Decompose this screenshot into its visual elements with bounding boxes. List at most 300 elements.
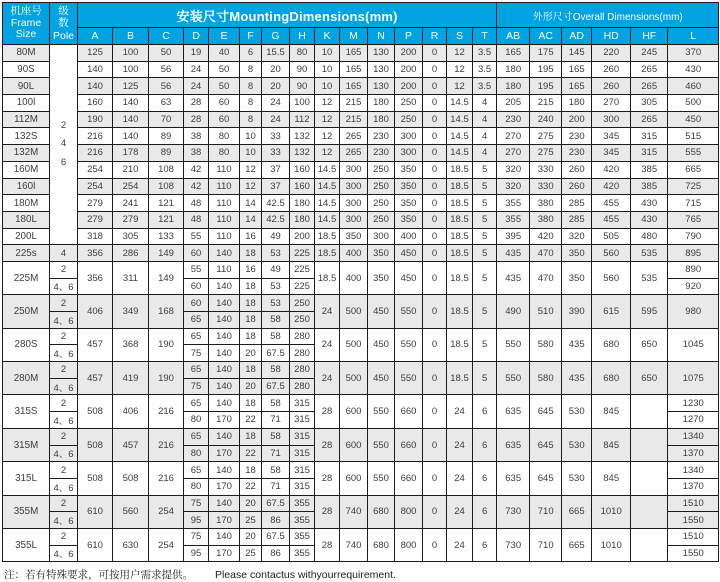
cell-M: 300 [340,178,368,195]
col-header-G: G [262,28,290,45]
cell-F: 22 [240,478,262,495]
pole-cell: 4 [50,245,78,262]
cell-H: 180 [290,211,315,228]
cell-HD: 680 [592,362,631,395]
cell-D: 65 [184,362,209,379]
cell-D: 60 [184,295,209,312]
cell-HD: 420 [592,178,631,195]
cell-M: 300 [340,211,368,228]
cell-K: 28 [315,462,340,495]
cell-T: 5 [473,161,497,178]
cell-AB: 320 [497,161,530,178]
header-group-row [3,3,719,28]
cell-HD: 615 [592,295,631,328]
cell-T: 5 [473,261,497,294]
col-header-D: D [184,28,209,45]
cell-C: 50 [149,45,184,62]
table-row [3,328,719,345]
cell-N: 450 [368,295,395,328]
col-header-F: F [240,28,262,45]
cell-R: 0 [423,145,447,162]
cell-L: 980 [668,295,719,328]
cell-AD: 665 [562,528,592,561]
cell-AB: 635 [497,462,530,495]
col-header-AB: AB [497,28,530,45]
cell-H: 280 [290,362,315,379]
frame-132S: 132S [3,128,50,145]
cell-L: 1045 [668,328,719,361]
cell-G: 42.5 [262,195,290,212]
col-header-A: A [78,28,113,45]
cell-AD: 665 [562,495,592,528]
cell-A: 216 [78,145,113,162]
cell-F: 18 [240,362,262,379]
cell-HF [631,428,668,461]
cell-B: 560 [113,495,149,528]
frame-90S: 90S [3,61,50,78]
cell-P: 200 [395,45,423,62]
cell-L: 460 [668,78,719,95]
cell-G: 58 [262,395,290,412]
cell-A: 610 [78,495,113,528]
cell-H: 315 [290,445,315,462]
cell-HF: 650 [631,362,668,395]
col-header-M: M [340,28,368,45]
cell-D: 24 [184,61,209,78]
cell-R: 0 [423,161,447,178]
cell-F: 12 [240,178,262,195]
cell-E: 110 [209,195,240,212]
cell-G: 67.5 [262,528,290,545]
cell-S: 24 [447,528,473,561]
cell-E: 110 [209,228,240,245]
cell-H: 355 [290,512,315,529]
pole-cell: 4、6 [50,412,78,429]
pole-cell: 4、6 [50,312,78,329]
col-header-P: P [395,28,423,45]
cell-S: 18.5 [447,211,473,228]
cell-C: 89 [149,128,184,145]
cell-L: 1230 [668,395,719,412]
footnote-zh: 注：若有特殊要求，可按用户需求提供。 [4,569,193,582]
cell-T: 5 [473,328,497,361]
cell-AB: 270 [497,128,530,145]
cell-AB: 730 [497,495,530,528]
cell-G: 20 [262,61,290,78]
cell-G: 71 [262,412,290,429]
cell-G: 86 [262,545,290,562]
cell-HD: 680 [592,328,631,361]
pole-cell: 4、6 [50,512,78,529]
pole-header-en: Pole [52,29,74,42]
cell-AC: 195 [530,78,562,95]
cell-H: 160 [290,161,315,178]
pole-cell: 4、6 [50,545,78,562]
cell-T: 4 [473,111,497,128]
cell-K: 18.5 [315,245,340,262]
column-letters-row [3,28,719,45]
cell-D: 48 [184,211,209,228]
cell-N: 550 [368,462,395,495]
cell-T: 5 [473,195,497,212]
cell-P: 200 [395,78,423,95]
cell-E: 110 [209,178,240,195]
cell-AC: 710 [530,528,562,561]
cell-HD: 845 [592,395,631,428]
cell-M: 500 [340,295,368,328]
cell-B: 140 [113,128,149,145]
cell-S: 24 [447,395,473,428]
cell-HF [631,495,668,528]
cell-R: 0 [423,462,447,495]
cell-P: 550 [395,328,423,361]
cell-M: 600 [340,462,368,495]
cell-L: 555 [668,145,719,162]
cell-E: 140 [209,495,240,512]
cell-AB: 435 [497,261,530,294]
cell-AC: 645 [530,395,562,428]
cell-L: 715 [668,195,719,212]
cell-M: 300 [340,161,368,178]
cell-F: 18 [240,295,262,312]
cell-H: 280 [290,378,315,395]
table-row [3,195,719,212]
cell-HD: 455 [592,211,631,228]
cell-HD: 420 [592,161,631,178]
cell-H: 90 [290,61,315,78]
cell-C: 190 [149,328,184,361]
cell-N: 250 [368,178,395,195]
cell-HD: 560 [592,245,631,262]
cell-AD: 435 [562,328,592,361]
col-header-E: E [209,28,240,45]
cell-S: 14.5 [447,145,473,162]
frame-112M: 112M [3,111,50,128]
cell-H: 315 [290,412,315,429]
cell-E: 140 [209,428,240,445]
cell-HF: 595 [631,295,668,328]
cell-D: 75 [184,495,209,512]
cell-AD: 200 [562,111,592,128]
cell-S: 14.5 [447,95,473,112]
cell-C: 108 [149,178,184,195]
cell-E: 140 [209,278,240,295]
cell-E: 110 [209,161,240,178]
table-row [3,161,719,178]
cell-B: 178 [113,145,149,162]
cell-T: 4 [473,95,497,112]
cell-K: 28 [315,428,340,461]
pole-cell: 4、6 [50,478,78,495]
table-row [3,61,719,78]
pole-cell: 4、6 [50,278,78,295]
cell-AD: 530 [562,395,592,428]
cell-AB: 230 [497,111,530,128]
table-row [3,145,719,162]
cell-E: 80 [209,128,240,145]
cell-AD: 530 [562,428,592,461]
col-header-T: T [473,28,497,45]
cell-HD: 345 [592,145,631,162]
cell-AB: 730 [497,528,530,561]
cell-AC: 580 [530,362,562,395]
cell-H: 355 [290,495,315,512]
cell-HD: 260 [592,61,631,78]
frame-225M: 225M [3,261,50,294]
cell-L: 1340 [668,462,719,479]
cell-C: 254 [149,495,184,528]
cell-T: 6 [473,495,497,528]
cell-B: 630 [113,528,149,561]
cell-G: 33 [262,145,290,162]
frame-160M: 160M [3,161,50,178]
cell-AB: 180 [497,61,530,78]
cell-F: 25 [240,512,262,529]
cell-M: 165 [340,78,368,95]
cell-AB: 320 [497,178,530,195]
frame-90L: 90L [3,78,50,95]
cell-N: 180 [368,111,395,128]
cell-K: 14.5 [315,211,340,228]
cell-A: 457 [78,328,113,361]
cell-L: 765 [668,211,719,228]
cell-P: 800 [395,495,423,528]
cell-R: 0 [423,261,447,294]
cell-S: 24 [447,495,473,528]
cell-G: 20 [262,78,290,95]
cell-F: 12 [240,161,262,178]
cell-HF [631,395,668,428]
cell-S: 12 [447,61,473,78]
cell-F: 18 [240,395,262,412]
motor-dimensions-table [2,2,719,562]
cell-F: 18 [240,312,262,329]
cell-P: 450 [395,245,423,262]
cell-L: 1510 [668,528,719,545]
cell-L: 890 [668,261,719,278]
cell-B: 241 [113,195,149,212]
cell-AC: 215 [530,95,562,112]
frame-size-header-zh: 机座号 [10,5,42,18]
cell-F: 25 [240,545,262,562]
col-header-N: N [368,28,395,45]
cell-F: 16 [240,261,262,278]
cell-N: 680 [368,528,395,561]
table-row [3,111,719,128]
cell-G: 58 [262,428,290,445]
cell-AD: 350 [562,245,592,262]
cell-D: 55 [184,228,209,245]
cell-K: 28 [315,395,340,428]
cell-H: 315 [290,428,315,445]
cell-R: 0 [423,428,447,461]
frame-280S: 280S [3,328,50,361]
cell-S: 14.5 [447,128,473,145]
cell-T: 6 [473,462,497,495]
cell-K: 10 [315,61,340,78]
cell-G: 53 [262,245,290,262]
cell-K: 12 [315,111,340,128]
cell-M: 500 [340,362,368,395]
cell-T: 3.5 [473,78,497,95]
pole-cell: 4、6 [50,345,78,362]
cell-HF: 265 [631,61,668,78]
cell-K: 18.5 [315,228,340,245]
cell-M: 165 [340,61,368,78]
cell-A: 254 [78,178,113,195]
cell-T: 5 [473,362,497,395]
cell-L: 1370 [668,445,719,462]
table-header [3,3,719,45]
cell-R: 0 [423,362,447,395]
table-row [3,211,719,228]
cell-D: 95 [184,545,209,562]
cell-P: 250 [395,95,423,112]
cell-AD: 390 [562,295,592,328]
cell-R: 0 [423,495,447,528]
cell-L: 430 [668,61,719,78]
cell-T: 6 [473,528,497,561]
frame-132M: 132M [3,145,50,162]
cell-D: 38 [184,145,209,162]
cell-D: 65 [184,328,209,345]
pole-header-zh2: 数 [58,17,69,30]
cell-R: 0 [423,528,447,561]
cell-M: 500 [340,328,368,361]
cell-H: 132 [290,128,315,145]
pole-cell: 2 [50,328,78,345]
cell-AD: 260 [562,178,592,195]
cell-G: 67.5 [262,345,290,362]
cell-T: 3.5 [473,45,497,62]
cell-L: 1340 [668,428,719,445]
cell-F: 18 [240,462,262,479]
cell-C: 149 [149,261,184,294]
cell-A: 190 [78,111,113,128]
cell-G: 67.5 [262,495,290,512]
cell-N: 350 [368,245,395,262]
frame-180M: 180M [3,195,50,212]
cell-L: 370 [668,45,719,62]
cell-B: 210 [113,161,149,178]
cell-R: 0 [423,395,447,428]
cell-H: 160 [290,178,315,195]
cell-H: 112 [290,111,315,128]
cell-E: 80 [209,145,240,162]
frame-180L: 180L [3,211,50,228]
cell-B: 125 [113,78,149,95]
cell-P: 350 [395,211,423,228]
cell-AC: 470 [530,261,562,294]
cell-AC: 330 [530,178,562,195]
cell-P: 550 [395,362,423,395]
cell-F: 10 [240,145,262,162]
cell-HF: 430 [631,195,668,212]
frame-250M: 250M [3,295,50,328]
cell-R: 0 [423,128,447,145]
cell-L: 1270 [668,412,719,429]
cell-AC: 195 [530,61,562,78]
cell-A: 508 [78,462,113,495]
cell-AB: 270 [497,145,530,162]
cell-K: 18.5 [315,261,340,294]
cell-F: 6 [240,45,262,62]
cell-H: 200 [290,228,315,245]
cell-HD: 1010 [592,528,631,561]
cell-M: 600 [340,428,368,461]
cell-L: 665 [668,161,719,178]
cell-T: 5 [473,295,497,328]
cell-C: 89 [149,145,184,162]
cell-G: 86 [262,512,290,529]
cell-T: 4 [473,145,497,162]
cell-HF: 305 [631,95,668,112]
col-header-L: L [668,28,719,45]
cell-H: 180 [290,195,315,212]
cell-C: 56 [149,78,184,95]
cell-D: 38 [184,128,209,145]
frame-160l: 160l [3,178,50,195]
cell-K: 24 [315,362,340,395]
cell-HF: 535 [631,261,668,294]
cell-C: 108 [149,161,184,178]
cell-AB: 355 [497,195,530,212]
frame-355L: 355L [3,528,50,561]
cell-HD: 505 [592,228,631,245]
cell-L: 515 [668,128,719,145]
cell-R: 0 [423,245,447,262]
cell-HF: 245 [631,45,668,62]
cell-C: 216 [149,395,184,428]
cell-F: 8 [240,111,262,128]
cell-A: 279 [78,195,113,212]
cell-H: 225 [290,245,315,262]
cell-M: 400 [340,245,368,262]
cell-AD: 230 [562,128,592,145]
cell-T: 6 [473,428,497,461]
cell-S: 18.5 [447,228,473,245]
cell-N: 350 [368,261,395,294]
cell-N: 130 [368,78,395,95]
cell-E: 170 [209,445,240,462]
cell-M: 600 [340,395,368,428]
cell-AD: 165 [562,78,592,95]
cell-HF: 315 [631,145,668,162]
cell-T: 5 [473,228,497,245]
cell-B: 406 [113,395,149,428]
cell-S: 18.5 [447,195,473,212]
cell-C: 190 [149,362,184,395]
cell-G: 49 [262,261,290,278]
cell-P: 350 [395,161,423,178]
cell-T: 5 [473,245,497,262]
cell-AB: 550 [497,362,530,395]
col-header-AC: AC [530,28,562,45]
cell-B: 254 [113,178,149,195]
cell-H: 90 [290,78,315,95]
cell-HF [631,462,668,495]
cell-AB: 205 [497,95,530,112]
cell-S: 24 [447,428,473,461]
cell-S: 18.5 [447,245,473,262]
cell-B: 368 [113,328,149,361]
pole-cell: 2 [50,261,78,278]
cell-N: 250 [368,211,395,228]
cell-P: 660 [395,428,423,461]
cell-B: 140 [113,95,149,112]
cell-H: 250 [290,295,315,312]
cell-B: 100 [113,45,149,62]
